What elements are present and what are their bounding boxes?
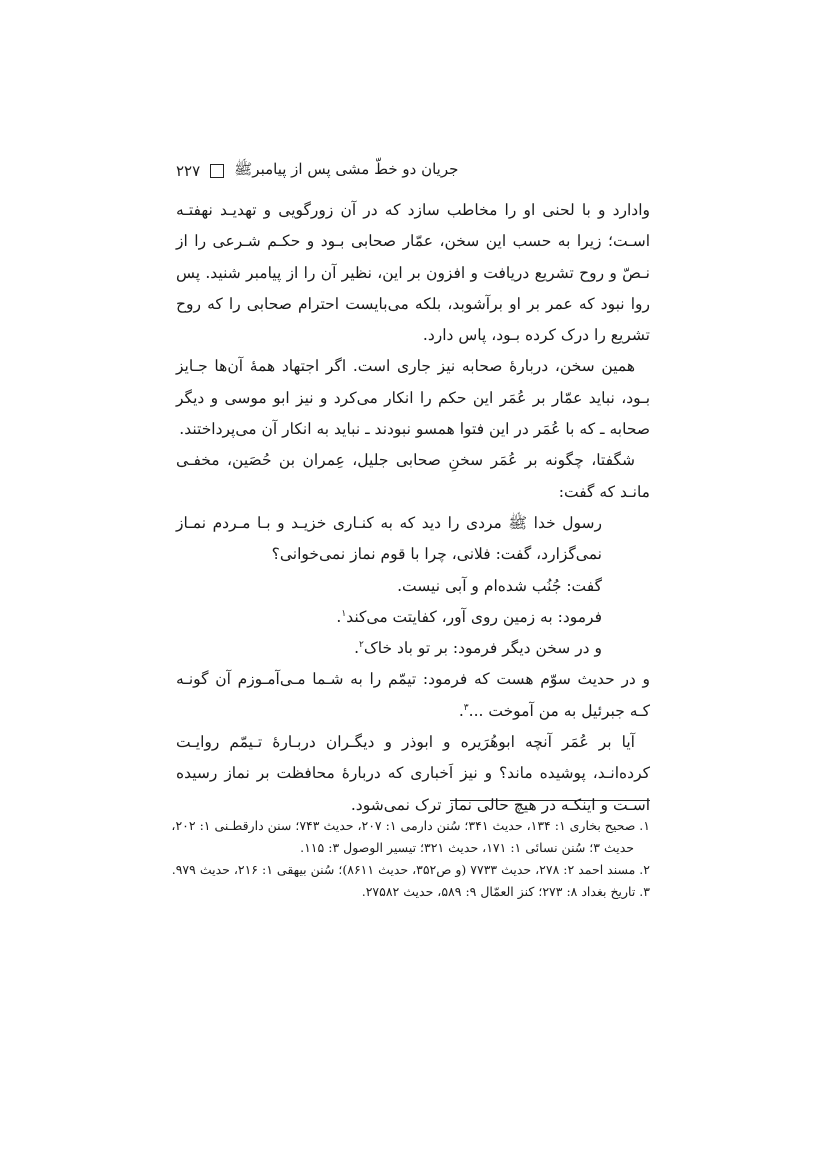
square-ornament-icon: [210, 164, 224, 178]
text-line: شگفتا، چگونه بر عُمَر سخنِ صحابی جلیل، عِمران بن حُصَین، مخفـی مانـد: [176, 451, 650, 501]
hadith-quote: [176, 508, 650, 664]
text-line: وادارد و با لحنی او را مخاطب سازد که در آن زورگویی و تهدیـد نهفتـه اسـت؛: [176, 201, 650, 251]
footnote-divider: [450, 800, 650, 801]
page-number: ۲۲۷: [176, 162, 201, 180]
paragraph-5: [176, 727, 650, 821]
paragraph-4: و در حدیث سوّم هست که فرمود: تیمّم را به شـما مـی‌آمـوزم آن گونـه کـه جبرئیل به من آموخت ...$^۳$.: [176, 670, 650, 720]
text-line: و در حدیث سوّم هست که فرمود: تیمّم را به شـما مـی‌آمـوزم آن گونـه کـه: [176, 670, 650, 720]
footnotes: [168, 815, 650, 903]
text-line: نباید عمّار بر عُمَر این حکم را انکار می‌کرد و نیز ابو موسی و دیگر صحابه ـ که: [176, 388, 650, 439]
text-line: تشریع دریافت و افزون بر این، نظیر آن را از پیامبر شنید. پس روا نبود که عمر بر: [176, 263, 650, 313]
footnote-line: ۲. مسند احمد ۲: ۲۷۸، حدیث ۷۷۳۳ (و ص۳۵۲، حدیث ۸۶۱۱)؛ سُنن بیهقی ۱: ۲۱۶، حدیث ۹۷۹.: [171, 862, 650, 877]
header-title: جریان دو خطّ مشی پس از پیامبرﷺ: [234, 160, 459, 178]
footnote-line: ۱. صحیح بخاری ۱: ۱۳۴، حدیث ۳۴۱؛ سُنن دارمی ۱: ۲۰۷، حدیث ۷۴۳؛ سنن دارقطـنی ۱: ۲۰۲،: [171, 818, 650, 833]
paragraph-3: [176, 445, 650, 508]
paragraph-2: [176, 351, 650, 445]
quote-line: فرمود: به زمین روی آور، کفایتت می‌کند$^۱$.: [336, 607, 602, 626]
text-line: که گفت:: [558, 482, 616, 501]
text-line: هیچ حالی نماز ترک نمی‌شود.: [350, 795, 537, 814]
quote-line: رسول خدا ﷺ مردی را دید که به کنـاری خزیـد و بـا مـردم نمـاز نمی‌گزارد، گفت: فلانی، چرا با قوم نماز نمی‌خوانی؟: [176, 513, 602, 564]
text-line: زیرا به حسب این سخن، عمّار صحابی بـود و حکـم شـرعی را از نـصّ و روح: [176, 232, 650, 282]
running-header: [176, 158, 650, 184]
text-line: جبرئیل به من آموخت ...: [468, 701, 625, 720]
text-line: همین سخن، دربارهٔ صحابه نیز جاری است. اگر اجتهاد همهٔ آن‌ها جـایز بـود،: [176, 357, 651, 407]
footnote-ref: ۱: [341, 608, 347, 619]
quote-line: و در سخن دیگر فرمود: بر تو باد خاک$^۲$.: [354, 639, 602, 658]
paragraph-1: [176, 195, 650, 351]
main-text: [176, 195, 650, 821]
text-line: او برآشوبد، بلکه می‌بایست احترام صحابی را که روح تشریع را درک کرده بـود،: [176, 294, 650, 345]
quote-line: گفت: جُنُب شده‌ام و آبی نیست.: [397, 576, 602, 595]
text-line: با عُمَر در این فتوا همسو نبودند ـ نباید به انکار آن می‌پرداختند.: [179, 420, 575, 439]
text-line: پوشیده ماند؟ و نیز اَخباری که دربارهٔ محافظت بر نماز رسیده اسـت و اینکـه در: [176, 764, 650, 814]
footnote-ref: ۲: [359, 640, 364, 650]
footnote-line: ۳. تاریخ بغداد ۸: ۲۷۳؛ کنز العمّال ۹: ۵۸۹، حدیث ۲۷۵۸۲.: [361, 884, 650, 899]
footnote-ref: ۳: [463, 702, 469, 713]
text-line: پاس دارد.: [422, 326, 487, 345]
footnote-line: حدیث ۳؛ سُنن نسائی ۱: ۱۷۱، حدیث ۳۲۱؛ تیسیر الوصول ۳: ۱۱۵.: [300, 840, 634, 855]
text-line: آیا بر عُمَر آنچه ابوهُرَیره و ابوذر و دیگـران دربـارهٔ تـیمّم روایـت کرده‌انـد،: [176, 733, 651, 783]
